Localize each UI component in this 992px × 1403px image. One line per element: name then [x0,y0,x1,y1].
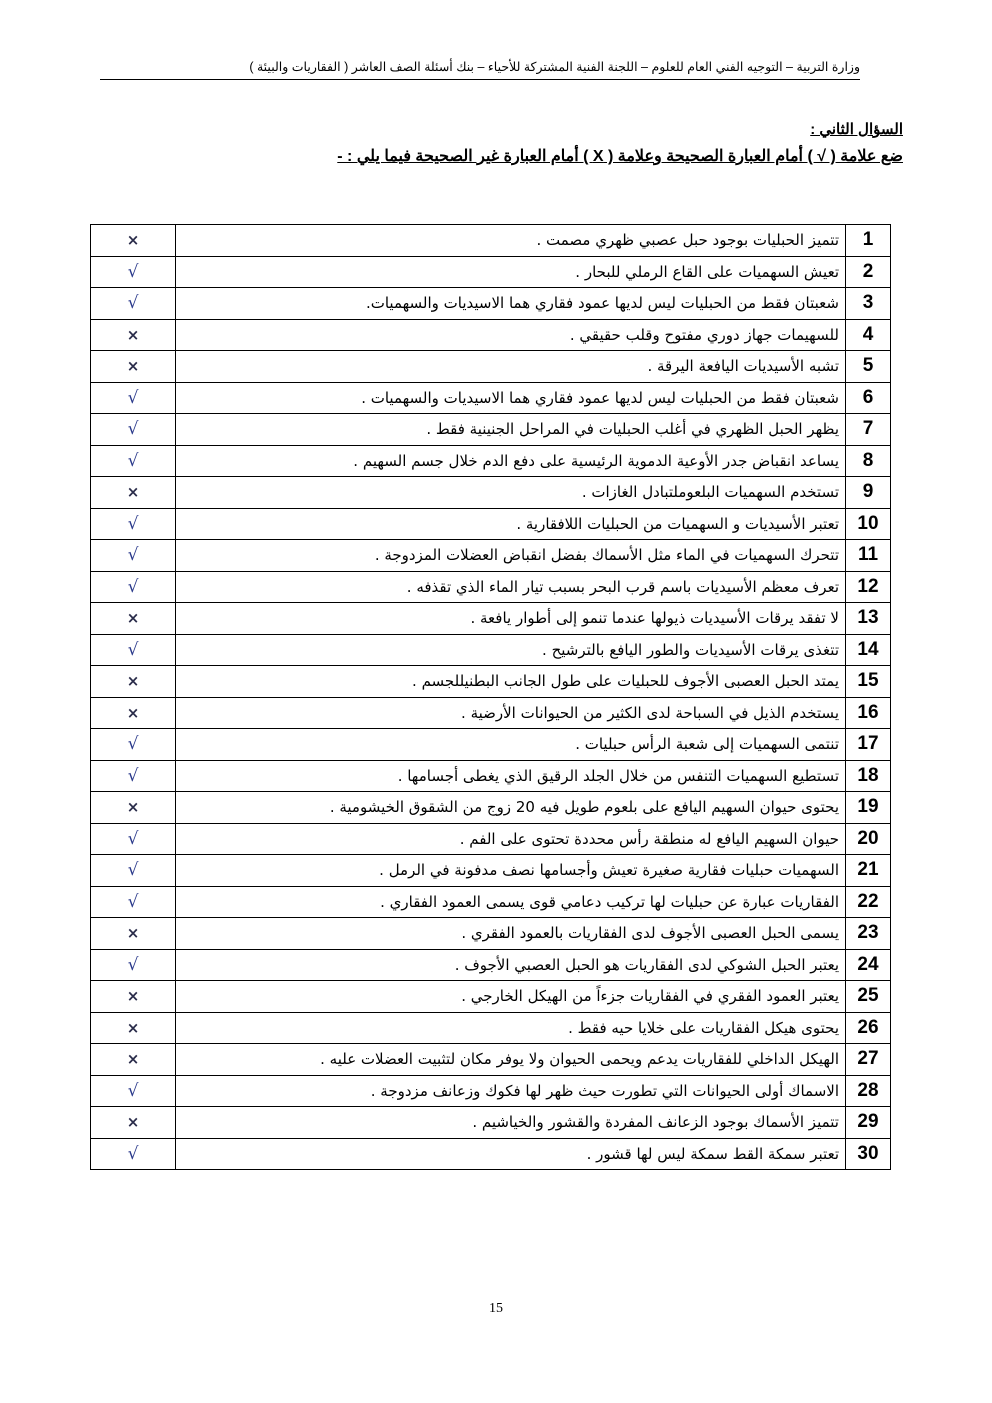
statement-text: تعتبر الأسيديات و السهميات من الحبليات اللافقارية . [176,508,846,540]
statement-text: تتميز الأسماك بوجود الزعانف المفردة والقشور والخياشيم . [176,1107,846,1139]
question-title [480,120,903,138]
table-row [91,382,891,414]
question-number: 8 [846,445,891,477]
table-row [91,1012,891,1044]
statement-text: لا تفقد يرقات الأسيديات ذيولها عندما تنمو إلى أطوار يافعة . [176,603,846,635]
statement-text: يظهر الحبل الظهري في أغلب الحبليات في المراحل الجنينية فقط . [176,414,846,446]
table-row [91,855,891,887]
true-mark-answer: √ [91,414,176,446]
false-mark-answer: × [91,603,176,635]
statement-text: تعرف معظم الأسيديات باسم قرب البحر بسبب تيار الماء الذي تقذفه . [176,571,846,603]
table-row [91,634,891,666]
question-number: 23 [846,918,891,950]
true-mark-answer: √ [91,382,176,414]
statement-text: يستخدم الذيل في السباحة لدى الكثير من الحيوانات الأرضية . [176,697,846,729]
false-mark-answer: × [91,792,176,824]
statement-text: تستطيع السهميات التنفس من خلال الجلد الرقيق الذي يغطى أجسامها . [176,760,846,792]
true-mark-answer: √ [91,445,176,477]
question-number: 27 [846,1044,891,1076]
statement-text: حيوان السهيم اليافع له منطقة رأس محددة تحتوى على الفم . [176,823,846,855]
table-row [91,477,891,509]
question-number: 4 [846,319,891,351]
table-row [91,603,891,635]
table-row [91,256,891,288]
table-row [91,225,891,257]
false-mark-answer: × [91,1012,176,1044]
question-number: 28 [846,1075,891,1107]
table-row [91,760,891,792]
statement-text: يحتوى حيوان السهيم اليافع على بلعوم طويل فيه 20 زوج من الشقوق الخيشومية . [176,792,846,824]
true-mark-answer: √ [91,1075,176,1107]
statement-text: تستخدم السهميات البلعوملتبادل الغازات . [176,477,846,509]
question-number: 29 [846,1107,891,1139]
question-number: 14 [846,634,891,666]
false-mark-answer: × [91,1107,176,1139]
question-number: 1 [846,225,891,257]
table-row [91,886,891,918]
false-mark-answer: × [91,351,176,383]
question-number: 19 [846,792,891,824]
statement-text: يسمى الحبل العصبى الأجوف لدى الفقاريات بالعمود الفقري . [176,918,846,950]
question-number: 21 [846,855,891,887]
table-row [91,445,891,477]
table-row [91,319,891,351]
table-row [91,351,891,383]
true-mark-answer: √ [91,571,176,603]
table-row [91,540,891,572]
true-false-table [90,224,891,1170]
table-row [91,1138,891,1170]
statement-text: تتغذى يرقات الأسيديات والطور اليافع بالترشيح . [176,634,846,666]
table-row [91,288,891,320]
table-row [91,1075,891,1107]
question-number: 6 [846,382,891,414]
table-row [91,918,891,950]
true-mark-answer: √ [91,949,176,981]
false-mark-answer: × [91,697,176,729]
false-mark-answer: × [91,666,176,698]
table-row [91,508,891,540]
statement-text: يعتبر الحبل الشوكي لدى الفقاريات هو الحبل العصبي الأجوف . [176,949,846,981]
question-number: 17 [846,729,891,761]
statement-text: تعتبر سمكة القط سمكة ليس لها قشور . [176,1138,846,1170]
statement-text: الفقاريات عبارة عن حبليات لها تركيب دعامي قوى يسمى العمود الفقاري . [176,886,846,918]
table-row [91,1107,891,1139]
false-mark-answer: × [91,477,176,509]
true-mark-answer: √ [91,1138,176,1170]
true-mark-answer: √ [91,288,176,320]
question-number: 16 [846,697,891,729]
question-number: 2 [846,256,891,288]
question-number: 30 [846,1138,891,1170]
false-mark-answer: × [91,319,176,351]
statement-text: تشبه الأسيديات اليافعة اليرقة . [176,351,846,383]
question-number: 25 [846,981,891,1013]
question-title-text: السؤال الثاني : [810,121,903,138]
question-number: 7 [846,414,891,446]
table-row [91,697,891,729]
statement-text: الهيكل الداخلي للفقاريات يدعم ويحمى الحيوان ولا يوفر مكان لتثبيت العضلات عليه . [176,1044,846,1076]
question-number: 3 [846,288,891,320]
statement-text: تتحرك السهميات في الماء مثل الأسماك بفضل انقباض العضلات المزدوجة . [176,540,846,572]
statement-text: شعبتان فقط من الحبليات ليس لديها عمود فقاري هما الاسيديات والسهميات . [176,382,846,414]
statement-text: للسهيمات جهاز دوري مفتوح وقلب حقيقي . [176,319,846,351]
table-row [91,414,891,446]
page-header: وزارة التربية – التوجيه الفني العام للعلوم – اللجنة الفنية المشتركة للأحياء – بنك أسئلة الصف العاشر ( الفقاريات والبيئة ) [100,56,860,80]
statement-text: شعبتان فقط من الحبليات ليس لديها عمود فقاري هما الاسيديات والسهميات. [176,288,846,320]
true-mark-answer: √ [91,823,176,855]
question-instruction [160,146,903,166]
table-row [91,571,891,603]
question-number: 18 [846,760,891,792]
question-number: 12 [846,571,891,603]
question-number: 10 [846,508,891,540]
true-mark-answer: √ [91,634,176,666]
question-number: 5 [846,351,891,383]
false-mark-answer: × [91,981,176,1013]
true-mark-answer: √ [91,540,176,572]
true-mark-answer: √ [91,508,176,540]
table-row [91,1044,891,1076]
question-number: 24 [846,949,891,981]
false-mark-answer: × [91,225,176,257]
table-row [91,729,891,761]
question-number: 9 [846,477,891,509]
question-number: 15 [846,666,891,698]
true-mark-answer: √ [91,256,176,288]
statement-text: الاسماك أولى الحيوانات التي تطورت حيث ظهر لها فكوك وزعانف مزدوجة . [176,1075,846,1107]
table-row [91,981,891,1013]
statement-text: يمتد الحبل العصبى الأجوف للحبليات على طول الجانب البطنيللجسم . [176,666,846,698]
question-instruction-text: ضع علامة ( √ ) أمام العبارة الصحيحة وعلامة ( X ) أمام العبارة غير الصحيحة فيما يلي : - [337,148,903,165]
false-mark-answer: × [91,1044,176,1076]
table-row [91,949,891,981]
statement-text: يحتوى هيكل الفقاريات على خلايا حيه فقط . [176,1012,846,1044]
table-body [91,225,891,1170]
statement-text: يعتبر العمود الفقري في الفقاريات جزءاً من الهيكل الخارجي . [176,981,846,1013]
statement-text: تنتمى السهميات إلى شعبة الرأس حبليات . [176,729,846,761]
statement-text: تعيش السهميات على القاع الرملي للبحار . [176,256,846,288]
question-number: 11 [846,540,891,572]
statement-text: السهميات حبليات فقارية صغيرة تعيش وأجسامها نصف مدفونة في الرمل . [176,855,846,887]
false-mark-answer: × [91,918,176,950]
true-mark-answer: √ [91,760,176,792]
true-mark-answer: √ [91,855,176,887]
table-row [91,666,891,698]
true-mark-answer: √ [91,886,176,918]
question-number: 20 [846,823,891,855]
question-number: 22 [846,886,891,918]
statement-text: يساعد انقباض جدر الأوعية الدموية الرئيسية على دفع الدم خلال جسم السهيم . [176,445,846,477]
question-number: 26 [846,1012,891,1044]
page-number: 15 [489,1301,503,1316]
true-mark-answer: √ [91,729,176,761]
question-number: 13 [846,603,891,635]
statement-text: تتميز الحبليات بوجود حبل عصبي ظهري مصمت . [176,225,846,257]
table-row [91,792,891,824]
table-row [91,823,891,855]
